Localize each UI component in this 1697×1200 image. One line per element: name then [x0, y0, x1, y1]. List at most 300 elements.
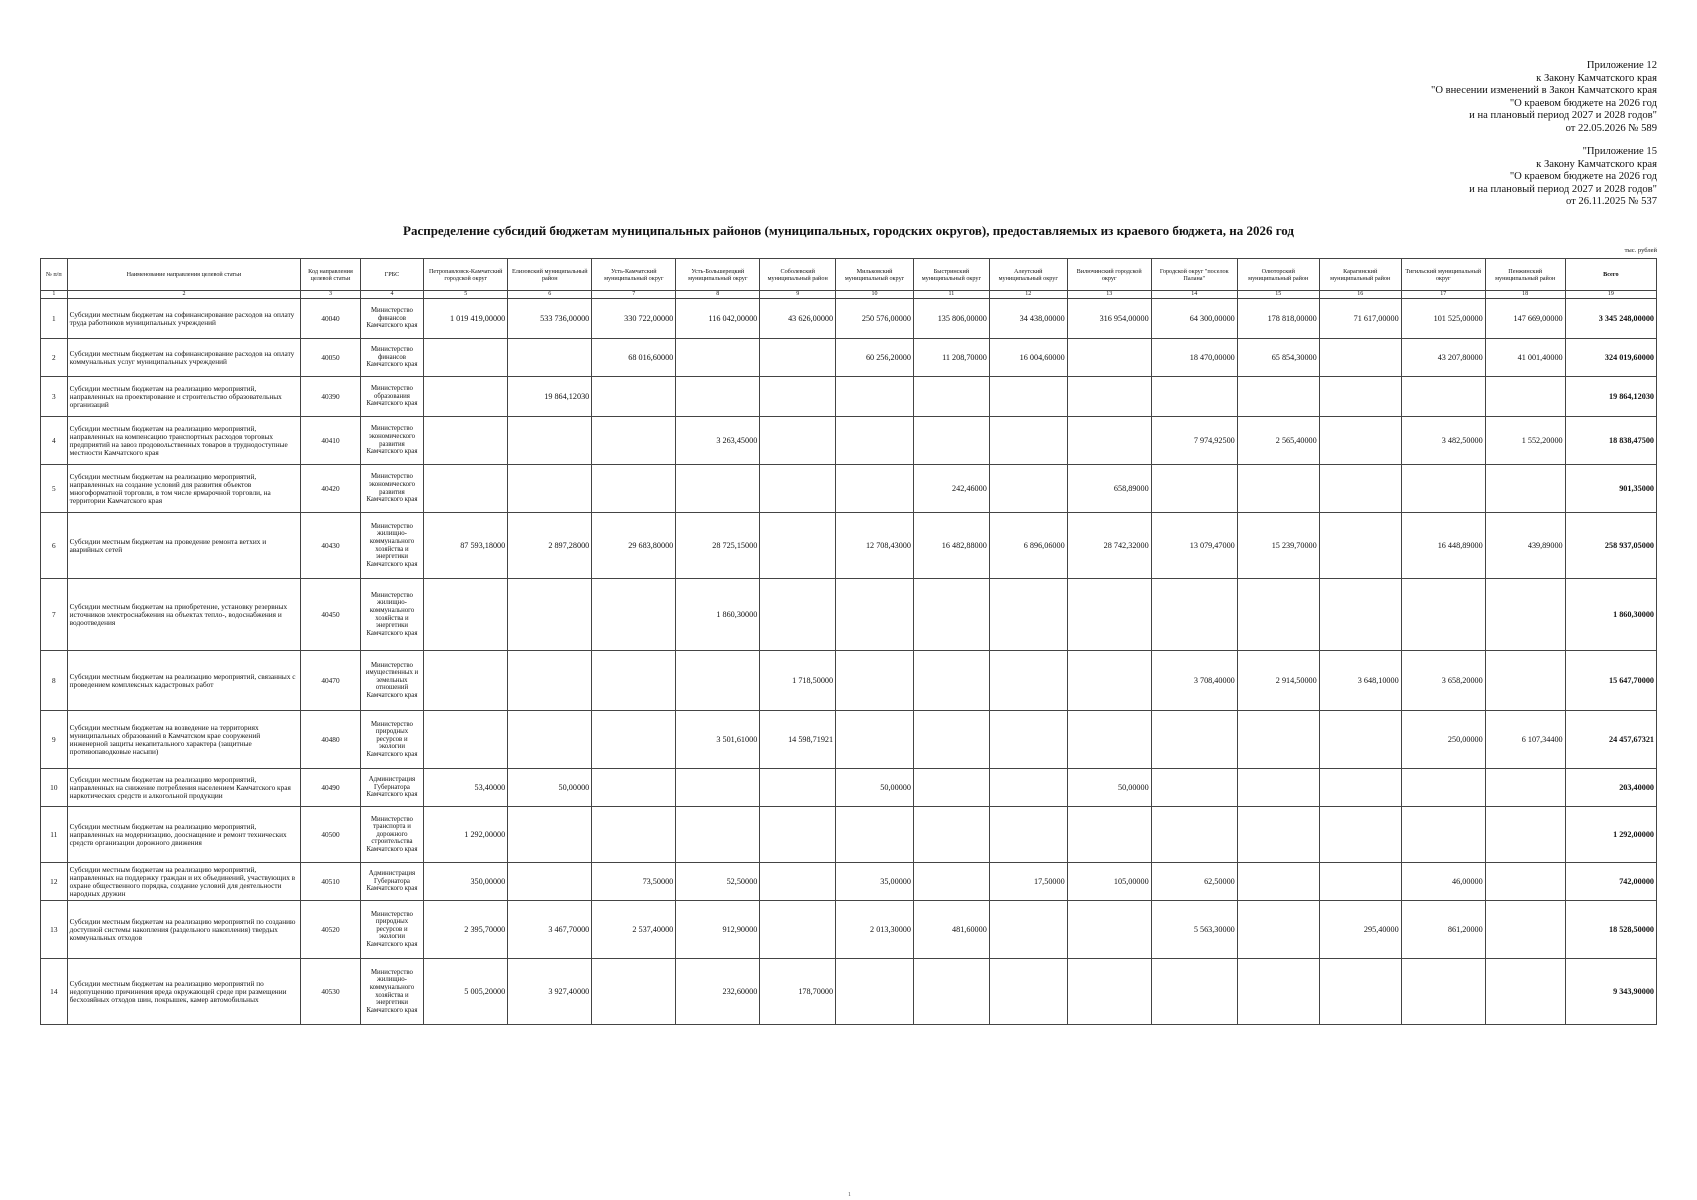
amount-cell: 46,00000	[1401, 863, 1485, 901]
amount-cell	[989, 417, 1067, 465]
amount-cell: 19 864,12030	[508, 377, 592, 417]
amount-cell	[1485, 465, 1565, 513]
amount-cell: 3 263,45000	[676, 417, 760, 465]
direction-name-cell: Субсидии местным бюджетам на реализацию мероприятий по недопущению причинения вреда окружающей среде при размещении бесхозяйных отходов шин, покрышек, камер автомобильных	[67, 959, 301, 1025]
annex-header-line: и на плановый период 2027 и 2028 годов"	[1469, 110, 1657, 121]
amount-cell	[1067, 807, 1151, 863]
annex-header-original	[1469, 146, 1657, 209]
amount-cell	[424, 417, 508, 465]
amount-cell	[1319, 579, 1401, 651]
total-cell: 1 860,30000	[1565, 579, 1656, 651]
amount-cell	[836, 959, 914, 1025]
amount-cell: 147 669,00000	[1485, 299, 1565, 339]
direction-name-cell: Субсидии местным бюджетам на реализацию мероприятий, направленных на проектирование и строительство образовательных организаций	[67, 377, 301, 417]
amount-cell	[1485, 901, 1565, 959]
amount-cell: 29 683,80000	[592, 513, 676, 579]
amount-cell	[1485, 651, 1565, 711]
amount-cell: 12 708,43000	[836, 513, 914, 579]
amount-cell	[424, 465, 508, 513]
row-number-cell: 4	[41, 417, 68, 465]
amount-cell: 35,00000	[836, 863, 914, 901]
amount-cell	[1237, 711, 1319, 769]
direction-name-cell: Субсидии местным бюджетам на реализацию мероприятий, направленных на компенсацию транспортных расходов торговых предприятий на завоз продовольственных товаров в труднодоступные местности Камчатского края	[67, 417, 301, 465]
amount-cell: 481,60000	[913, 901, 989, 959]
table-row	[41, 513, 1657, 579]
amount-cell: 5 005,20000	[424, 959, 508, 1025]
amount-cell	[1401, 377, 1485, 417]
amount-cell	[913, 417, 989, 465]
table-row	[41, 863, 1657, 901]
amount-cell: 17,50000	[989, 863, 1067, 901]
amount-cell: 3 648,10000	[1319, 651, 1401, 711]
amount-cell	[989, 711, 1067, 769]
row-number-cell: 11	[41, 807, 68, 863]
table-row	[41, 579, 1657, 651]
amount-cell: 15 239,70000	[1237, 513, 1319, 579]
amount-cell	[760, 513, 836, 579]
grbs-cell: Министерство имущественных и земельных отношений Камчатского края	[360, 651, 424, 711]
amount-cell	[1151, 769, 1237, 807]
grbs-cell: Администрация Губернатора Камчатского края	[360, 863, 424, 901]
amount-cell: 28 725,15000	[676, 513, 760, 579]
amount-cell	[1401, 579, 1485, 651]
amount-cell: 87 593,18000	[424, 513, 508, 579]
column-header: Елизовский муниципальный район	[508, 259, 592, 291]
direction-code-cell: 40530	[301, 959, 360, 1025]
column-number: 8	[676, 291, 760, 299]
amount-cell	[508, 465, 592, 513]
table-row	[41, 651, 1657, 711]
amount-cell	[760, 807, 836, 863]
grbs-cell: Министерство жилищно-коммунального хозяйства и энергетики Камчатского края	[360, 513, 424, 579]
amount-cell	[836, 711, 914, 769]
amount-cell	[1319, 339, 1401, 377]
amount-cell	[1319, 769, 1401, 807]
amount-cell	[1151, 807, 1237, 863]
direction-name-cell: Субсидии местным бюджетам на реализацию мероприятий, направленных на снижение потребления населением Камчатского края наркотических средств и алкогольной продукции	[67, 769, 301, 807]
amount-cell	[1237, 959, 1319, 1025]
amount-cell	[676, 651, 760, 711]
amount-cell	[836, 807, 914, 863]
amount-cell: 533 736,00000	[508, 299, 592, 339]
amount-cell	[676, 339, 760, 377]
amount-cell: 43 626,00000	[760, 299, 836, 339]
grbs-cell: Министерство финансов Камчатского края	[360, 339, 424, 377]
amount-cell	[913, 769, 989, 807]
total-cell: 24 457,67321	[1565, 711, 1656, 769]
document-title: Распределение субсидий бюджетам муниципальных районов (муниципальных, городских округов), предоставляемых из краевого бюджета, на 2026 год	[403, 223, 1294, 238]
amount-cell: 3 467,70000	[508, 901, 592, 959]
amount-cell	[989, 769, 1067, 807]
column-number: 4	[360, 291, 424, 299]
amount-cell	[508, 579, 592, 651]
amount-cell: 316 954,00000	[1067, 299, 1151, 339]
amount-cell	[424, 579, 508, 651]
table-row	[41, 769, 1657, 807]
amount-cell: 7 974,92500	[1151, 417, 1237, 465]
direction-name-cell: Субсидии местным бюджетам на реализацию мероприятий, направленных на модернизацию, дооснащение и ремонт технических средств организации дорожного движения	[67, 807, 301, 863]
amount-cell: 62,50000	[1151, 863, 1237, 901]
amount-cell	[508, 651, 592, 711]
annex-header-line: "О краевом бюджете на 2026 год	[1509, 97, 1657, 109]
amount-cell	[913, 377, 989, 417]
amount-cell: 50,00000	[1067, 769, 1151, 807]
amount-cell	[424, 339, 508, 377]
amount-cell: 2 537,40000	[592, 901, 676, 959]
column-number-row	[41, 291, 1657, 299]
amount-cell: 68 016,60000	[592, 339, 676, 377]
amount-cell	[836, 377, 914, 417]
column-number: 6	[508, 291, 592, 299]
annex-header-line: Приложение 12	[1586, 60, 1657, 71]
direction-code-cell: 40500	[301, 807, 360, 863]
amount-cell	[1151, 579, 1237, 651]
amount-cell	[989, 901, 1067, 959]
row-number-cell: 3	[41, 377, 68, 417]
amount-cell	[1151, 711, 1237, 769]
column-number: 16	[1319, 291, 1401, 299]
column-number: 12	[989, 291, 1067, 299]
amount-cell: 1 860,30000	[676, 579, 760, 651]
amount-cell	[836, 579, 914, 651]
amount-cell	[1237, 465, 1319, 513]
amount-cell	[508, 711, 592, 769]
amount-cell: 2 565,40000	[1237, 417, 1319, 465]
amount-cell	[1319, 513, 1401, 579]
amount-cell: 2 013,30000	[836, 901, 914, 959]
direction-name-cell: Субсидии местным бюджетам на проведение ремонта ветхих и аварийных сетей	[67, 513, 301, 579]
annex-header-line: "О внесении изменений в Закон Камчатского края	[1431, 85, 1657, 96]
amount-cell	[1067, 901, 1151, 959]
column-number: 9	[760, 291, 836, 299]
row-number-cell: 2	[41, 339, 68, 377]
column-header: Карагинский муниципальный район	[1319, 259, 1401, 291]
amount-cell: 18 470,00000	[1151, 339, 1237, 377]
amount-cell: 13 079,47000	[1151, 513, 1237, 579]
direction-code-cell: 40040	[301, 299, 360, 339]
total-cell: 258 937,05000	[1565, 513, 1656, 579]
total-cell: 18 528,50000	[1565, 901, 1656, 959]
amount-cell	[913, 807, 989, 863]
annex-header-original-line: к Закону Камчатского края	[1536, 158, 1657, 170]
amount-cell: 101 525,00000	[1401, 299, 1485, 339]
column-number: 5	[424, 291, 508, 299]
amount-cell: 2 914,50000	[1237, 651, 1319, 711]
amount-cell	[1237, 807, 1319, 863]
amount-cell	[989, 959, 1067, 1025]
column-header: Всего	[1565, 259, 1656, 291]
amount-cell	[592, 711, 676, 769]
grbs-cell: Министерство жилищно-коммунального хозяйства и энергетики Камчатского края	[360, 959, 424, 1025]
amount-cell: 439,89000	[1485, 513, 1565, 579]
amount-cell	[1237, 901, 1319, 959]
grbs-cell: Министерство экономического развития Камчатского края	[360, 417, 424, 465]
row-number-cell: 9	[41, 711, 68, 769]
amount-cell: 53,40000	[424, 769, 508, 807]
amount-cell	[1319, 465, 1401, 513]
amount-cell	[1067, 711, 1151, 769]
column-number: 14	[1151, 291, 1237, 299]
unit-label: тыс. рублей	[1624, 247, 1657, 254]
amount-cell	[760, 901, 836, 959]
amount-cell	[1485, 863, 1565, 901]
amount-cell: 1 718,50000	[760, 651, 836, 711]
amount-cell: 3 708,40000	[1151, 651, 1237, 711]
amount-cell	[836, 651, 914, 711]
amount-cell	[1067, 339, 1151, 377]
column-number: 3	[301, 291, 360, 299]
amount-cell	[1319, 711, 1401, 769]
amount-cell	[1237, 769, 1319, 807]
amount-cell	[760, 863, 836, 901]
column-number: 10	[836, 291, 914, 299]
amount-cell: 52,50000	[676, 863, 760, 901]
direction-code-cell: 40510	[301, 863, 360, 901]
amount-cell	[676, 377, 760, 417]
amount-cell: 295,40000	[1319, 901, 1401, 959]
amount-cell: 71 617,00000	[1319, 299, 1401, 339]
amount-cell	[760, 339, 836, 377]
amount-cell	[592, 465, 676, 513]
column-header: Тигильский муниципальный округ	[1401, 259, 1485, 291]
direction-code-cell: 40520	[301, 901, 360, 959]
amount-cell	[1319, 377, 1401, 417]
amount-cell: 11 208,70000	[913, 339, 989, 377]
column-header: Код направления целевой статьи	[301, 259, 360, 291]
column-header: Олюторский муниципальный район	[1237, 259, 1319, 291]
total-cell: 203,40000	[1565, 769, 1656, 807]
amount-cell	[1485, 377, 1565, 417]
amount-cell	[1401, 807, 1485, 863]
amount-cell	[989, 377, 1067, 417]
column-header: Городской округ "поселок Палана"	[1151, 259, 1237, 291]
amount-cell: 2 395,70000	[424, 901, 508, 959]
direction-name-cell: Субсидии местным бюджетам на реализацию мероприятий, направленных на поддержку граждан и их объединений, участвующих в охране общественного порядка, создание условий для деятельности народных дружин	[67, 863, 301, 901]
column-number: 2	[67, 291, 301, 299]
amount-cell	[424, 711, 508, 769]
amount-cell	[1151, 959, 1237, 1025]
amount-cell	[1485, 579, 1565, 651]
amount-cell	[1067, 377, 1151, 417]
direction-name-cell: Субсидии местным бюджетам на реализацию мероприятий, направленных на создание условий для развития объектов многоформатной торговли, в том числе ярмарочной торговли, на территории Камчатского края	[67, 465, 301, 513]
page-number: 1	[848, 1192, 851, 1198]
grbs-cell: Министерство финансов Камчатского края	[360, 299, 424, 339]
row-number-cell: 5	[41, 465, 68, 513]
amount-cell: 1 292,00000	[424, 807, 508, 863]
amount-cell	[989, 807, 1067, 863]
amount-cell	[592, 579, 676, 651]
column-header: Усть-Камчатский муниципальный округ	[592, 259, 676, 291]
amount-cell: 3 482,50000	[1401, 417, 1485, 465]
column-header: Алеутский муниципальный округ	[989, 259, 1067, 291]
amount-cell: 16 004,60000	[989, 339, 1067, 377]
direction-name-cell: Субсидии местным бюджетам на реализацию мероприятий по созданию доступной системы накопления (раздельного накопления) твердых коммунальных отходов	[67, 901, 301, 959]
direction-name-cell: Субсидии местным бюджетам на софинансирование расходов на оплату коммунальных услуг муниципальных учреждений	[67, 339, 301, 377]
amount-cell: 2 897,28000	[508, 513, 592, 579]
amount-cell	[1151, 377, 1237, 417]
amount-cell	[1319, 959, 1401, 1025]
amount-cell	[1237, 377, 1319, 417]
amount-cell: 330 722,00000	[592, 299, 676, 339]
amount-cell: 65 854,30000	[1237, 339, 1319, 377]
amount-cell	[1067, 579, 1151, 651]
amount-cell	[676, 465, 760, 513]
amount-cell: 50,00000	[836, 769, 914, 807]
column-number: 18	[1485, 291, 1565, 299]
grbs-cell: Министерство экономического развития Камчатского края	[360, 465, 424, 513]
direction-name-cell: Субсидии местным бюджетам на реализацию мероприятий, связанных с проведением комплексных кадастровых работ	[67, 651, 301, 711]
table-row	[41, 377, 1657, 417]
amount-cell	[1485, 807, 1565, 863]
amount-cell	[760, 465, 836, 513]
amount-cell	[913, 863, 989, 901]
row-number-cell: 8	[41, 651, 68, 711]
amount-cell	[1485, 959, 1565, 1025]
column-number: 11	[913, 291, 989, 299]
column-header: Соболевский муниципальный район	[760, 259, 836, 291]
amount-cell	[913, 579, 989, 651]
amount-cell	[913, 959, 989, 1025]
grbs-cell: Администрация Губернатора Камчатского края	[360, 769, 424, 807]
direction-code-cell: 40050	[301, 339, 360, 377]
column-number: 17	[1401, 291, 1485, 299]
amount-cell: 41 001,40000	[1485, 339, 1565, 377]
amount-cell: 178 818,00000	[1237, 299, 1319, 339]
column-header: Пенжинский муниципальный район	[1485, 259, 1565, 291]
amount-cell	[913, 711, 989, 769]
annex-header-original-line: "Приложение 15	[1582, 146, 1657, 157]
amount-cell: 50,00000	[508, 769, 592, 807]
amount-cell	[592, 769, 676, 807]
amount-cell	[760, 417, 836, 465]
amount-cell	[1319, 807, 1401, 863]
grbs-cell: Министерство образования Камчатского края	[360, 377, 424, 417]
amount-cell: 1 019 419,00000	[424, 299, 508, 339]
amount-cell: 16 482,88000	[913, 513, 989, 579]
row-number-cell: 7	[41, 579, 68, 651]
table-row	[41, 465, 1657, 513]
amount-cell	[592, 651, 676, 711]
column-header: Наименование направления целевой статьи	[67, 259, 301, 291]
amount-cell: 658,89000	[1067, 465, 1151, 513]
amount-cell: 105,00000	[1067, 863, 1151, 901]
row-number-cell: 12	[41, 863, 68, 901]
total-cell: 901,35000	[1565, 465, 1656, 513]
grbs-cell: Министерство природных ресурсов и экологии Камчатского края	[360, 711, 424, 769]
amount-cell: 912,90000	[676, 901, 760, 959]
column-number: 15	[1237, 291, 1319, 299]
amount-cell	[913, 651, 989, 711]
column-number: 19	[1565, 291, 1656, 299]
total-cell: 1 292,00000	[1565, 807, 1656, 863]
column-header: Мильковский муниципальный округ	[836, 259, 914, 291]
amount-cell	[836, 417, 914, 465]
row-number-cell: 13	[41, 901, 68, 959]
amount-cell	[1237, 863, 1319, 901]
amount-cell	[760, 579, 836, 651]
total-cell: 15 647,70000	[1565, 651, 1656, 711]
amount-cell	[989, 651, 1067, 711]
column-header: № п/п	[41, 259, 68, 291]
amount-cell: 861,20000	[1401, 901, 1485, 959]
total-cell: 18 838,47500	[1565, 417, 1656, 465]
total-cell: 19 864,12030	[1565, 377, 1656, 417]
column-number: 1	[41, 291, 68, 299]
direction-code-cell: 40480	[301, 711, 360, 769]
amount-cell: 6 896,06000	[989, 513, 1067, 579]
amount-cell	[836, 465, 914, 513]
amount-cell: 178,70000	[760, 959, 836, 1025]
amount-cell	[508, 417, 592, 465]
row-number-cell: 14	[41, 959, 68, 1025]
grbs-cell: Министерство природных ресурсов и экологии Камчатского края	[360, 901, 424, 959]
amount-cell	[1067, 651, 1151, 711]
amount-cell	[1401, 959, 1485, 1025]
amount-cell	[989, 579, 1067, 651]
column-number: 7	[592, 291, 676, 299]
amount-cell: 242,46000	[913, 465, 989, 513]
table-header-row	[41, 259, 1657, 291]
amount-cell: 5 563,30000	[1151, 901, 1237, 959]
table-row	[41, 339, 1657, 377]
amount-cell	[1319, 417, 1401, 465]
column-header: Петропавловск-Камчатский городской округ	[424, 259, 508, 291]
subsidy-table	[40, 258, 1657, 1025]
amount-cell	[424, 651, 508, 711]
grbs-cell: Министерство транспорта и дорожного строительства Камчатского края	[360, 807, 424, 863]
amount-cell: 3 501,61000	[676, 711, 760, 769]
direction-code-cell: 40410	[301, 417, 360, 465]
amount-cell: 16 448,89000	[1401, 513, 1485, 579]
amount-cell	[1237, 579, 1319, 651]
row-number-cell: 6	[41, 513, 68, 579]
direction-code-cell: 40420	[301, 465, 360, 513]
table-row	[41, 711, 1657, 769]
amount-cell	[760, 377, 836, 417]
annex-header	[1431, 60, 1657, 135]
direction-name-cell: Субсидии местным бюджетам на возведение на территориях муниципальных образований в Камчатском крае сооружений инженерной защиты некапитального характера (защитные противопаводковые насыпи)	[67, 711, 301, 769]
total-cell: 324 019,60000	[1565, 339, 1656, 377]
amount-cell	[508, 339, 592, 377]
amount-cell	[1151, 465, 1237, 513]
row-number-cell: 10	[41, 769, 68, 807]
grbs-cell: Министерство жилищно-коммунального хозяйства и энергетики Камчатского края	[360, 579, 424, 651]
amount-cell: 14 598,71921	[760, 711, 836, 769]
table-row	[41, 299, 1657, 339]
annex-header-line: к Закону Камчатского края	[1536, 72, 1657, 84]
amount-cell: 3 927,40000	[508, 959, 592, 1025]
column-number: 13	[1067, 291, 1151, 299]
amount-cell	[1319, 863, 1401, 901]
amount-cell	[760, 769, 836, 807]
amount-cell: 28 742,32000	[1067, 513, 1151, 579]
amount-cell: 350,00000	[424, 863, 508, 901]
direction-code-cell: 40430	[301, 513, 360, 579]
amount-cell: 232,60000	[676, 959, 760, 1025]
annex-header-line: от 22.05.2026 № 589	[1565, 122, 1657, 134]
total-cell: 9 343,90000	[1565, 959, 1656, 1025]
amount-cell	[508, 863, 592, 901]
amount-cell: 3 658,20000	[1401, 651, 1485, 711]
amount-cell: 1 552,20000	[1485, 417, 1565, 465]
amount-cell	[1401, 769, 1485, 807]
amount-cell	[1067, 959, 1151, 1025]
amount-cell: 250,00000	[1401, 711, 1485, 769]
amount-cell	[1485, 769, 1565, 807]
table-row	[41, 417, 1657, 465]
amount-cell	[676, 807, 760, 863]
total-cell: 742,00000	[1565, 863, 1656, 901]
